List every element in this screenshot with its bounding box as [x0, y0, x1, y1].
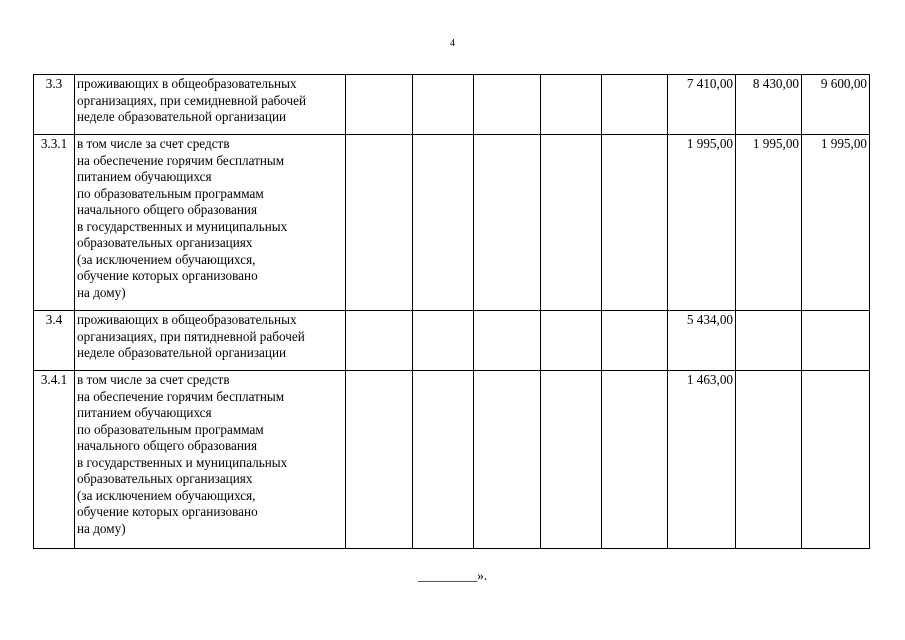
description-line: в том числе за счет средств [77, 372, 230, 387]
description-line: организациях, при семидневной рабочей [77, 92, 307, 108]
description-line: питанием обучающихся [77, 169, 212, 184]
empty-cell [474, 311, 541, 371]
row-description [75, 75, 346, 135]
empty-cell [541, 311, 602, 371]
empty-cell [541, 371, 602, 549]
value-cell-1: 5 434,00 [668, 311, 736, 371]
empty-cell [346, 371, 413, 549]
empty-cell [474, 135, 541, 311]
empty-cell [541, 75, 602, 135]
value-cell-3: 9 600,00 [802, 75, 870, 135]
value-cell-2: 8 430,00 [736, 75, 802, 135]
description-line: (за исключением обучающихся, [77, 251, 256, 267]
empty-cell [413, 75, 474, 135]
table-row [34, 135, 870, 311]
description-line: обучение которых организовано [77, 268, 258, 283]
description-line: проживающих в общеобразовательных [77, 312, 297, 327]
page-number: 4 [450, 38, 455, 49]
description-line: начального общего образования [77, 202, 258, 217]
description-line: на дому) [77, 284, 126, 300]
description-line: проживающих в общеобразовательных [77, 76, 297, 91]
table-row [34, 75, 870, 135]
description-line: по образовательным программам [77, 185, 264, 201]
description-line: на обеспечение горячим бесплатным [77, 388, 285, 404]
description-line: образовательных организациях [77, 235, 253, 250]
value-cell-3: 1 995,00 [802, 135, 870, 311]
description-line: питанием обучающихся [77, 405, 212, 420]
description-line: в государственных и муниципальных [77, 454, 288, 470]
empty-cell [541, 135, 602, 311]
value-cell-2 [736, 311, 802, 371]
description-line: неделе образовательной организации [77, 109, 287, 124]
closing-mark: _________». [417, 568, 488, 583]
value-cell-2: 1 995,00 [736, 135, 802, 311]
value-cell-3 [802, 311, 870, 371]
value-cell-1: 7 410,00 [668, 75, 736, 135]
value-cell-2 [736, 371, 802, 549]
description-line: обучение которых организовано [77, 504, 258, 519]
empty-cell [474, 75, 541, 135]
row-number: 3.3.1 [34, 135, 75, 311]
description-line: на обеспечение горячим бесплатным [77, 152, 285, 168]
description-line: в государственных и муниципальных [77, 218, 288, 234]
description-line: организациях, при пятидневной рабочей [77, 328, 305, 344]
row-number: 3.4 [34, 311, 75, 371]
row-number: 3.4.1 [34, 371, 75, 549]
value-cell-3 [802, 371, 870, 549]
row-description [75, 135, 346, 311]
row-description [75, 371, 346, 549]
description-line: образовательных организациях [77, 471, 253, 486]
empty-cell [346, 75, 413, 135]
description-line: по образовательным программам [77, 421, 264, 437]
empty-cell [413, 135, 474, 311]
description-line: (за исключением обучающихся, [77, 487, 256, 503]
table-row [34, 371, 870, 549]
empty-cell [413, 371, 474, 549]
empty-cell [602, 135, 668, 311]
value-cell-1: 1 995,00 [668, 135, 736, 311]
value-cell-1: 1 463,00 [668, 371, 736, 549]
empty-cell [602, 311, 668, 371]
table-row [34, 311, 870, 371]
empty-cell [602, 371, 668, 549]
description-line: начального общего образования [77, 438, 258, 453]
empty-cell [413, 311, 474, 371]
description-line: на дому) [77, 520, 126, 536]
empty-cell [346, 311, 413, 371]
data-table [33, 74, 870, 549]
row-number: 3.3 [34, 75, 75, 135]
table-body [34, 75, 870, 549]
description-line: неделе образовательной организации [77, 345, 287, 360]
empty-cell [602, 75, 668, 135]
empty-cell [346, 135, 413, 311]
description-line: в том числе за счет средств [77, 136, 230, 151]
empty-cell [474, 371, 541, 549]
row-description [75, 311, 346, 371]
